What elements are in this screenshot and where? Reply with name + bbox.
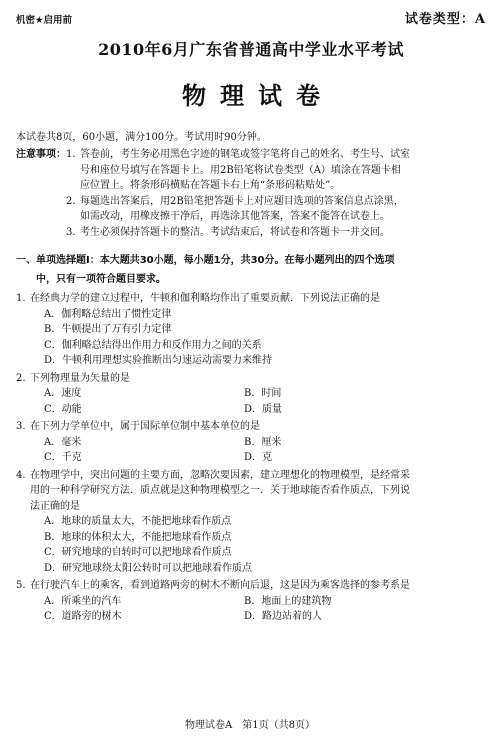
subject-title: 物理试卷 [182,80,334,110]
question-stem [16,468,486,515]
question-line: 下列物理量为矢量的是 [30,372,130,384]
section-heading [16,252,486,289]
option-list [16,514,486,576]
option-a: A．所乘坐的汽车 [44,595,122,607]
option-c: C．动能 [44,403,82,415]
question-line: 用的一种科学研究方法．质点就是这种物理模型之一．关于地球能否看作质点，下列说 [30,485,410,497]
question-stem [16,419,486,435]
secret-label: 机密★启用前 [16,15,73,26]
note-number: 2. [66,195,76,207]
option-row [44,402,486,418]
note-line: 号和座位号填写在答题卡上。用2B铅笔将试卷类型（A）填涂在答题卡相 [80,164,401,176]
note-number: 1. [66,149,76,161]
option-row [44,450,486,466]
question-3 [16,419,486,466]
question-number: 1. [16,293,26,305]
option-b: B．牛顿提出了万有引力定律 [44,324,172,336]
option-b: B．厘米 [244,436,282,448]
option-list [16,307,486,369]
note-item [66,225,486,241]
exam-intro: 本试卷共8页，60小题，满分100分。考试用时90分钟。 [16,131,267,143]
question-number: 2. [16,372,26,384]
section-heading-line: 一、单项选择题Ⅰ：本大题共30小题，每小题1分，共30分。在每小题列出的四个选项 [16,255,395,267]
question-line: 在物理学中，突出问题的主要方面，忽略次要因素，建立理想化的物理模型，是经常采 [30,469,410,481]
option-row [44,594,486,610]
option-d: D．研究地球绕太阳公转时可以把地球看作质点 [44,562,253,574]
page-footer: 物理试卷A 第1页（共8页） [185,720,315,731]
question-line: 在下列力学单位中，属于国际单位制中基本单位的是 [30,421,260,433]
notes-block [16,147,486,240]
note-line: 应位置上。将条形码横贴在答题卡右上角“条形码粘贴处”。 [80,180,341,192]
question-line: 在行驶汽车上的乘客，看到道路两旁的树木不断向后退，这是因为乘客选择的参考系是 [30,580,410,592]
option-grid [16,386,486,417]
option-a: A．毫米 [44,436,82,448]
note-text [80,225,486,241]
option-a: A．伽利略总结出了惯性定律 [44,308,172,320]
question-1 [16,291,486,369]
exam-title: 2010年6月广东省普通高中学业水平考试 [98,40,404,59]
option-a: A．速度 [44,388,82,400]
option-c: C．研究地球的自转时可以把地球看作质点 [44,547,232,559]
question-text [30,578,486,594]
question-2 [16,371,486,418]
note-text [80,147,486,194]
question-stem [16,578,486,594]
option-c: C．道路旁的树木 [44,611,122,623]
option-b: B．地球的体积太大，不能把地球看作质点 [44,531,232,543]
question-line: 在经典力学的建立过程中，牛顿和伽利略均作出了重要贡献．下列说法正确的是 [30,293,380,305]
option-row [44,435,486,451]
question-text [30,419,486,435]
question-text [30,291,486,307]
option-a: A．地球的质量太大，不能把地球看作质点 [44,516,232,528]
question-number: 3. [16,421,26,433]
question-text [30,371,486,387]
option-d: D．路边站着的人 [244,611,323,623]
option-grid [16,435,486,466]
note-line: 如需改动，用橡皮擦干净后，再选涂其他答案，答案不能答在试卷上。 [80,211,390,223]
option-c: C．伽利略总结得出作用力和反作用力之间的关系 [44,339,262,351]
top-bar [16,10,486,32]
note-line: 考生必须保持答题卡的整洁。考试结束后，将试卷和答题卡一并交回。 [80,226,390,238]
question-4 [16,468,486,577]
section-heading-line: 中，只有一项符合题目要求。 [36,273,166,285]
option-row [44,609,486,625]
note-text [80,194,486,225]
note-item [66,194,486,225]
option-row [44,386,486,402]
paper-type-label: 试卷类型：A [404,12,486,27]
option-b: B．地面上的建筑物 [244,595,332,607]
question-stem [16,291,486,307]
option-grid [16,594,486,625]
question-stem [16,371,486,387]
note-line: 答卷前，考生务必用黑色字迹的钢笔或签字笔将自己的姓名、考生号、试室 [80,149,410,161]
question-number: 4. [16,469,26,481]
note-item [66,147,486,194]
option-d: D．质量 [244,403,283,415]
question-text [30,468,486,515]
notes-label: 注意事项： [16,149,66,161]
option-d: D．克 [244,452,273,464]
question-5 [16,578,486,625]
note-number: 3. [66,226,76,238]
notes-list [66,147,486,240]
option-b: B．时间 [244,388,282,400]
question-number: 5. [16,580,26,592]
note-line: 每题选出答案后，用2B铅笔把答题卡上对应题目选项的答案信息点涂黑， [80,195,404,207]
question-line: 法正确的是 [30,500,80,512]
option-d: D．牛顿利用理想实验推断出匀速运动需要力来维持 [44,355,273,367]
option-c: C．千克 [44,452,82,464]
